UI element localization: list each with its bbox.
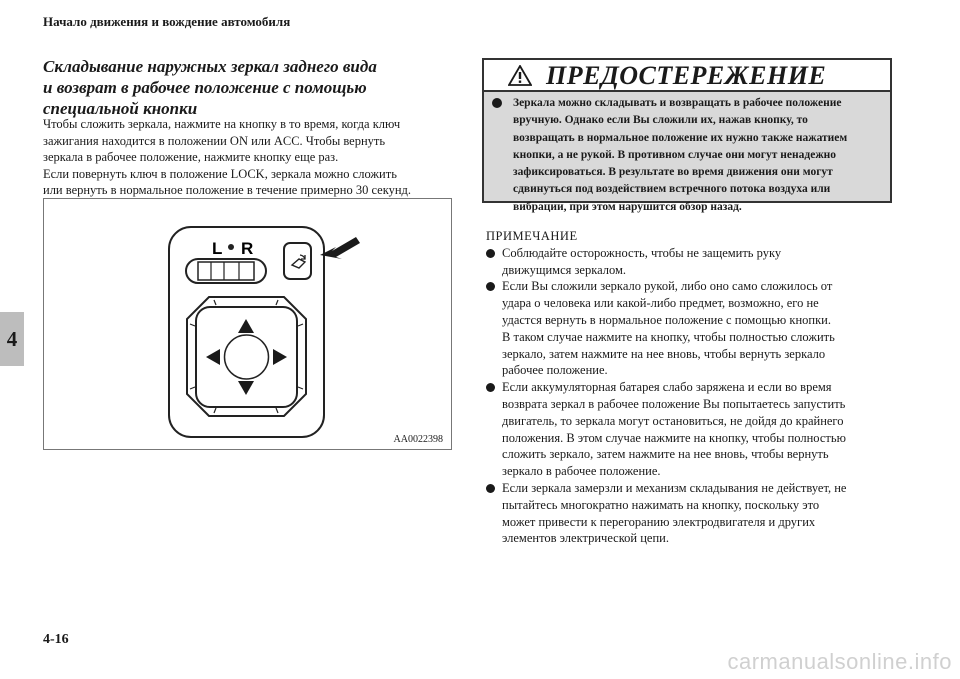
note-line: Если аккумуляторная батарея слабо заряжена и если во время [502,380,832,395]
note-line: В таком случае нажмите на кнопку, чтобы полностью сложить [502,329,835,344]
chapter-number: 4 [6,326,18,351]
note-line: движущимся зеркалом. [502,262,627,277]
title-line: Складывание наружных зеркал заднего вида [43,57,377,76]
body-line: зеркала в рабочее положение, нажмите кнопку еще раз. [43,150,339,164]
warning-text [492,95,882,216]
warning-line: возвращать в нормальное положение их нужно также нажатием [513,131,848,144]
bullet-icon [486,249,495,258]
body-line: Если повернуть ключ в положение LOCK, зеркала можно сложить [43,166,397,181]
body-line: зажигания находится в положении ON или ACC. Чтобы вернуть [43,133,386,148]
warning-line: сдвинуться под воздействием встречного потока воздуха или [513,183,831,196]
note-heading: ПРИМЕЧАНИЕ [486,229,578,243]
note-line: зеркало в рабочее положение. [502,464,661,479]
page-header: Начало движения и вождение автомобиля [43,14,291,29]
title-line: специальной кнопки [43,99,198,118]
note-line: удастся вернуть в нормальное положение с помощью кнопки. [502,312,831,327]
warning-line: вручную. Однако если Вы сложили их, нажав кнопку, то [513,114,808,127]
note-line: рабочее положение. [502,363,608,378]
note-item [484,278,904,379]
warning-line: Зеркала можно складывать и возвращать в рабочее положение [513,97,842,109]
note-line: возврата зеркал в рабочее положение Вы попытаетесь запустить [502,396,846,411]
note-line: сложить зеркало, затем нажмите на нее вновь, чтобы вернуть [502,447,829,462]
note-item [484,245,904,279]
warning-title: ПРЕДОСТЕРЕЖЕНИЕ [546,61,827,90]
watermark: carmanualsonline.info [727,649,952,674]
bullet-icon [486,383,495,392]
bullet-icon [492,98,502,108]
note-line: двигатель, то зеркала могут остановиться, не дойдя до крайнего [502,413,844,428]
title-line: и возврат в рабочее положение с помощью [43,78,367,97]
warning-line: зафиксироваться. В результате во время движения они могут [513,166,833,179]
note-line: пытайтесь многократно нажимать на кнопку, поскольку это [502,497,820,512]
body-line: Чтобы сложить зеркала, нажмите на кнопку в то время, когда ключ [43,117,401,131]
note-line: удара о человека или какой-либо предмет, возможно, его не [502,296,819,311]
page-number: 4-16 [43,632,69,647]
note-section [484,228,904,547]
section-title [43,56,443,119]
note-line: может привести к перегоранию электродвигателя и других [502,514,816,529]
mirror-switch-illustration [44,199,451,449]
note-line: Соблюдайте осторожность, чтобы не защемить руку [502,245,782,260]
label-left: L [212,239,223,258]
warning-line: кнопки, а не рукой. В противном случае они могут ненадежно [513,148,837,161]
warning-header [484,60,890,92]
body-line: или вернуть в нормальное положение в течение примерно 30 секунд. [43,183,412,197]
mirror-control-figure [43,198,452,450]
chapter-tab [0,312,24,366]
note-item [484,480,904,547]
warning-box [482,58,892,213]
body-paragraph [43,116,463,199]
pointer-arrow-icon [320,237,360,259]
note-item [484,379,904,480]
note-line: Если зеркала замерзли и механизм складывания не действует, не [502,480,847,495]
note-line: зеркало, затем нажмите на нее вновь, чтобы вернуть зеркало [502,346,826,361]
warning-line: вибрации, при этом нарушится обзор назад. [513,200,742,213]
selector-dot [228,244,234,250]
label-right: R [241,239,254,258]
bullet-icon [486,484,495,493]
note-line: Если Вы сложили зеркало рукой, либо оно само сложилось от [502,279,833,294]
figure-id: AA0022398 [393,434,443,445]
note-line: элементов электрической цепи. [502,531,669,546]
bullet-icon [486,282,495,291]
warning-triangle-icon [508,65,532,86]
note-line: положения. В этом случае нажмите на кнопку, чтобы полностью [502,430,846,445]
